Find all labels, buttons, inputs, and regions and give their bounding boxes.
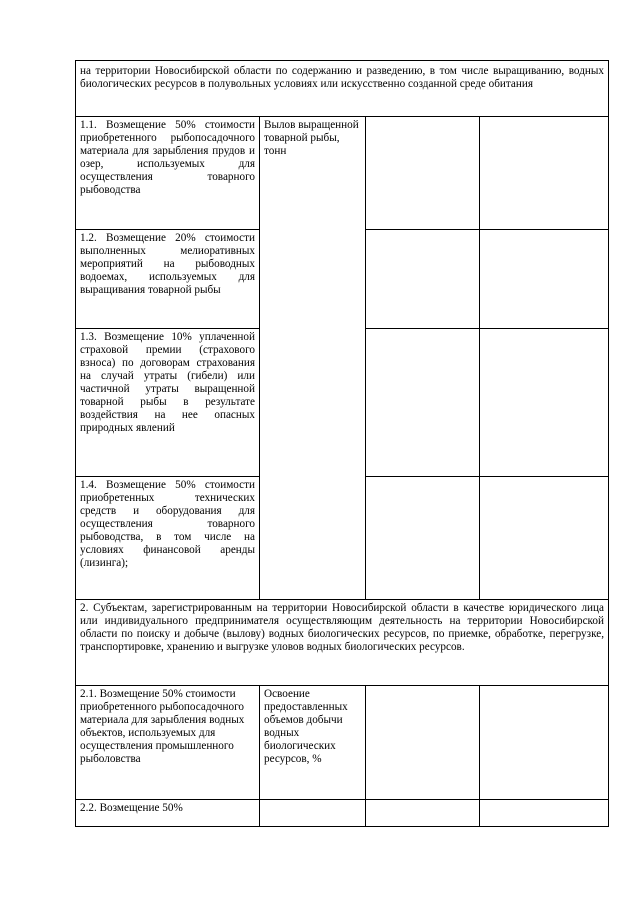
empty-cell [366,800,480,827]
empty-cell [260,800,366,827]
empty-cell [480,686,609,800]
section-1-continuation: на территории Новосибирской области по содержанию и разведению, в том числе выращиванию, водных биологических ресурсов в полувольных условиях или искусственно созданной среде обитания [76,61,609,117]
table-row [76,61,609,117]
measure-1-1: 1.1. Возмещение 50% стоимости приобретенного рыбопосадочного материала для зарыбления прудов и озер, используемых для осуществления товарного рыбоводства [76,117,260,230]
empty-cell [480,230,609,329]
empty-cell [480,117,609,230]
empty-cell [366,329,480,477]
empty-cell [480,800,609,827]
indicator-2: Освоение предоставленных объемов добычи водных биологических ресурсов, % [260,686,366,800]
empty-cell [480,477,609,600]
measure-2-1: 2.1. Возмещение 50% стоимости приобретенного рыбопосадочного материала для зарыбления водных объектов, используемых для осуществления промышленного рыболовства [76,686,260,800]
indicator-1: Вылов выращенной товарной рыбы, тонн [260,117,366,600]
table-row [76,600,609,686]
measure-1-2: 1.2. Возмещение 20% стоимости выполненных мелиоративных мероприятий на рыбоводных водоемах, используемых для выращивания товарной рыбы [76,230,260,329]
empty-cell [366,117,480,230]
empty-cell [480,329,609,477]
empty-cell [366,477,480,600]
table-row [76,117,609,230]
empty-cell [366,686,480,800]
measure-2-2: 2.2. Возмещение 50% [76,800,260,827]
subsidy-table [75,60,609,827]
table-row [76,800,609,827]
measure-1-4: 1.4. Возмещение 50% стоимости приобретенных технических средств и оборудования для осуществления товарного рыбоводства, в том числе на условиях финансовой аренды (лизинга); [76,477,260,600]
empty-cell [366,230,480,329]
measure-1-3: 1.3. Возмещение 10% уплаченной страховой премии (страхового взноса) по договорам страхования на случай утраты (гибели) или частичной утраты выращенной товарной рыбы в результате воздействия на нее опасных природных явлений [76,329,260,477]
section-2-header: 2. Субъектам, зарегистрированным на территории Новосибирской области в качестве юридического лица или индивидуального предпринимателя осуществляющим деятельность на территории Новосибирской области по поиску и добыче (вылову) водных биологических ресурсов, по приемке, обработке, перегрузке, транспортировке, хранению и выгрузке уловов водных биологических ресурсов. [76,600,609,686]
table-row [76,686,609,800]
